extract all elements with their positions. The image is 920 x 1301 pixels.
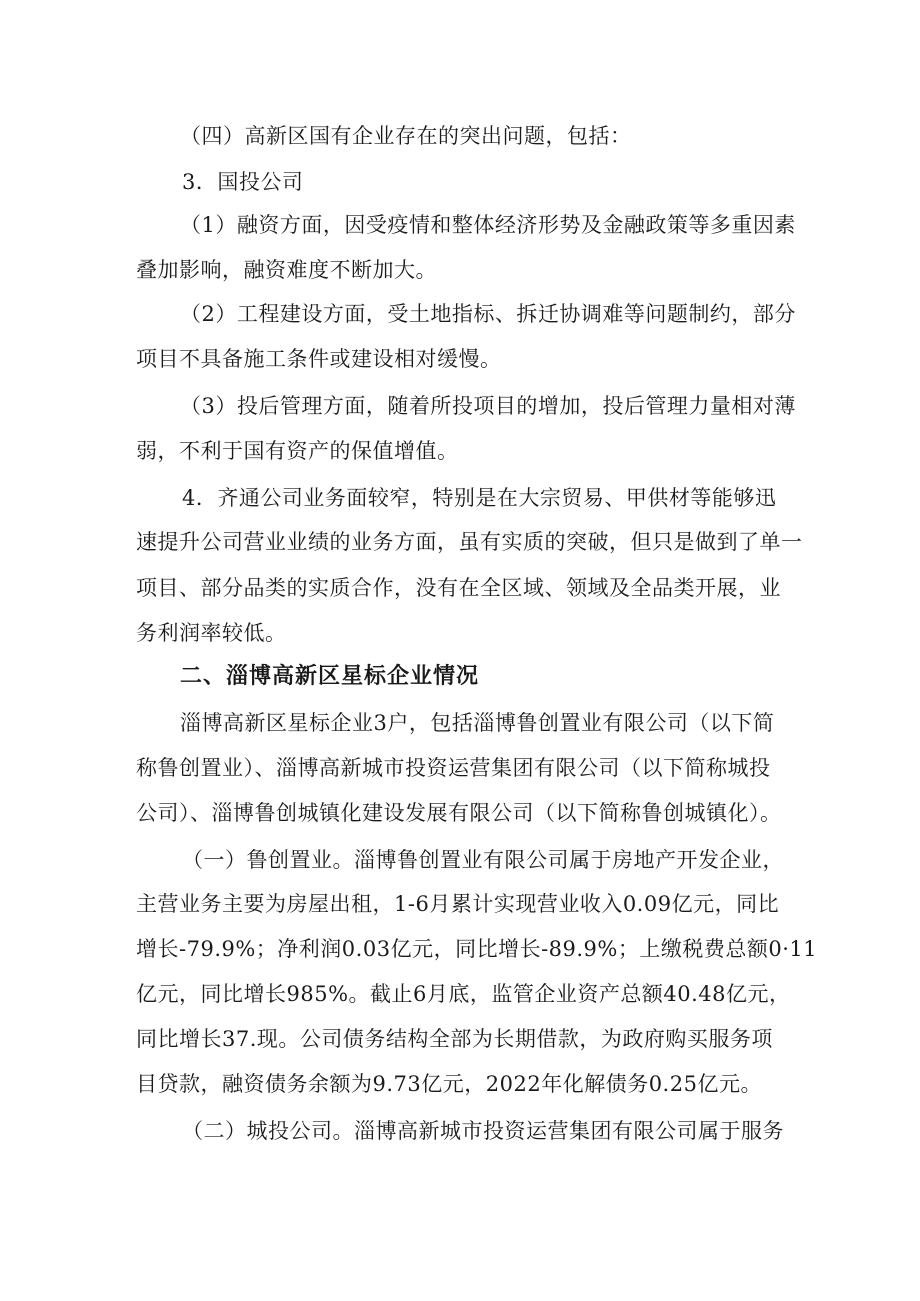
paragraph-line: 淄博高新区星标企业3户，包括淄博鲁创置业有限公司（以下简 xyxy=(180,711,775,735)
paragraph-line: 同比增长37.现。公司债务结构全部为长期借款，为政府购买服务项 xyxy=(136,1027,773,1051)
paragraph-line: 称鲁创置业）、淄博高新城市投资运营集团有限公司（以下简称城投 xyxy=(136,756,771,780)
paragraph-line: 主营业务主要为房屋出租，1-6月累计实现营业收入0.09亿元，同比 xyxy=(136,892,780,916)
paragraph-line: 目贷款，融资债务余额为9.73亿元，2022年化解债务0.25亿元。 xyxy=(136,1072,762,1096)
paragraph-line: 4．齐通公司业务面较窄，特别是在大宗贸易、甲供材等能够迅 xyxy=(182,486,777,510)
paragraph-line: 项目不具备施工条件或建设相对缓慢。 xyxy=(136,347,502,371)
paragraph-line: 务利润率较低。 xyxy=(136,621,287,645)
paragraph-line: （2）工程建设方面，受土地指标、拆迁协调难等问题制约，部分 xyxy=(180,302,796,326)
paragraph-line: （3）投后管理方面，随着所投项目的增加，投后管理力量相对薄 xyxy=(180,394,796,418)
paragraph-line: 弱，不利于国有资产的保值增值。 xyxy=(136,439,459,463)
paragraph-line: 亿元，同比增长985%。截止6月底，监管企业资产总额40.48亿元， xyxy=(136,982,791,1006)
paragraph-line: 3．国投公司 xyxy=(182,170,304,194)
section-heading: 二、淄博高新区星标企业情况 xyxy=(180,664,480,689)
paragraph-line: 项目、部分品类的实质合作，没有在全区域、领域及全品类开展，业 xyxy=(136,576,781,600)
paragraph-line: （一）鲁创置业。淄博鲁创置业有限公司属于房地产开发企业， xyxy=(182,848,784,872)
paragraph-line: 叠加影响，融资难度不断加大。 xyxy=(136,258,437,282)
paragraph-line: （二）城投公司。淄博高新城市投资运营集团有限公司属于服务 xyxy=(182,1119,784,1143)
paragraph-line: （1）融资方面，因受疫情和整体经济形势及金融政策等多重因素 xyxy=(180,213,796,237)
paragraph-line: 增长-79.9%；净利润0.03亿元，同比增长-89.9%；上缴税费总额0·11 xyxy=(136,937,818,961)
paragraph-line: （四）高新区国有企业存在的突出问题，包括： xyxy=(180,124,632,148)
paragraph-line: 公司）、淄博鲁创城镇化建设发展有限公司（以下简称鲁创城镇化）。 xyxy=(136,801,782,825)
paragraph-line: 速提升公司营业业绩的业务方面，虽有实质的突破，但只是做到了单一 xyxy=(136,530,803,554)
